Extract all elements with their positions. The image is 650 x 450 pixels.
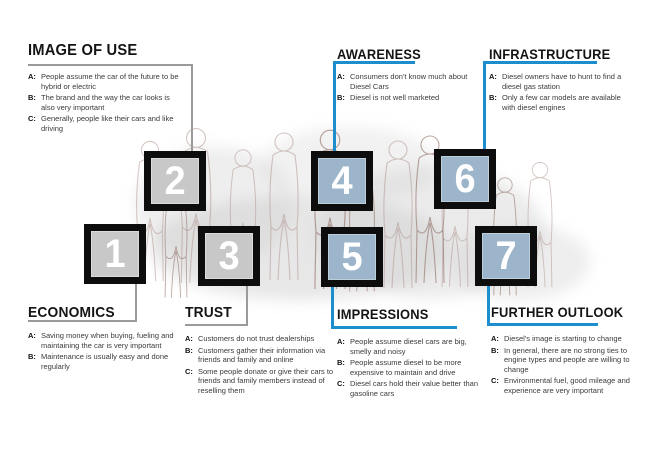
section-title: FURTHER OUTLOOK: [491, 304, 624, 320]
section-awareness: [333, 46, 475, 102]
section-title: AWARENESS: [337, 46, 421, 62]
section-title: ECONOMICS: [28, 304, 115, 321]
step-box-7: [475, 226, 537, 286]
section-title: TRUST: [185, 304, 232, 321]
finding-item: B: The brand and the way the car looks is also very important: [28, 93, 170, 112]
impressions-underline: [331, 326, 457, 329]
step-number-3: 3: [218, 234, 240, 278]
section-title: IMAGE OF USE: [28, 42, 138, 59]
finding-item: C: Environmental fuel, good mileage and experience are very important: [491, 376, 630, 395]
step-number-1: 1: [104, 232, 126, 276]
finding-item: A: Diesel owners have to hunt to find a diesel gas station: [489, 72, 622, 91]
section-title: IMPRESSIONS: [337, 306, 429, 322]
section-image-of-use: [28, 42, 188, 133]
further-outlook-underline: [487, 323, 598, 326]
step-box-6: [434, 149, 496, 209]
step-number-5: 5: [341, 235, 363, 279]
step-box-2: [144, 151, 206, 211]
step-number-4: 4: [331, 159, 353, 203]
finding-item: A: Diesel's image is starting to change: [491, 334, 622, 343]
finding-item: A: People assume diesel cars are big, smelly and noisy: [337, 337, 467, 356]
section-title: INFRASTRUCTURE: [489, 46, 611, 62]
finding-item: B: Maintenance is usually easy and done regularly: [28, 352, 169, 371]
finding-item: C: Diesel cars hold their value better than gasoline cars: [337, 379, 478, 398]
awareness-connector-line: [333, 61, 336, 152]
finding-item: A: Customers do not trust dealerships: [185, 334, 315, 343]
finding-item: A: Consumers don't know much about Diesel Cars: [337, 72, 468, 91]
section-further-outlook: [487, 304, 639, 395]
finding-item: A: People assume the car of the future to be hybrid or electric: [28, 72, 179, 91]
finding-item: B: People assume diesel to be more expensive to maintain and drive: [337, 358, 462, 377]
section-trust: [185, 304, 341, 395]
image-of-use-underline: [28, 64, 193, 66]
finding-item: A: Saving money when buying, fueling and maintaining the car is very important: [28, 331, 174, 350]
section-infrastructure: [483, 46, 635, 112]
infrastructure-connector-line: [483, 61, 486, 150]
finding-item: C: Generally, people like their cars and like driving: [28, 114, 174, 133]
section-economics: [28, 304, 192, 371]
step-box-3: [198, 226, 260, 286]
step-box-5: [321, 227, 383, 287]
image-of-use-connector-line: [191, 64, 193, 152]
trust-underline: [185, 324, 248, 326]
finding-item: B: Diesel is not well marketed: [337, 93, 440, 102]
step-number-6: 6: [454, 157, 476, 201]
finding-item: B: Customers gather their information via friends and family and online: [185, 345, 326, 364]
step-box-4: [311, 151, 373, 211]
finding-item: B: Only a few car models are available with diesel engines: [489, 93, 621, 112]
step-number-7: 7: [495, 234, 517, 278]
step-box-1: [84, 224, 146, 284]
section-impressions: [331, 306, 483, 398]
finding-item: C: Some people donate or give their cars to friends and family members instead of reselling them: [185, 366, 334, 395]
finding-item: B: In general, there are no strong ties to engine types and people are willing to change: [491, 345, 630, 374]
step-number-2: 2: [164, 159, 186, 203]
